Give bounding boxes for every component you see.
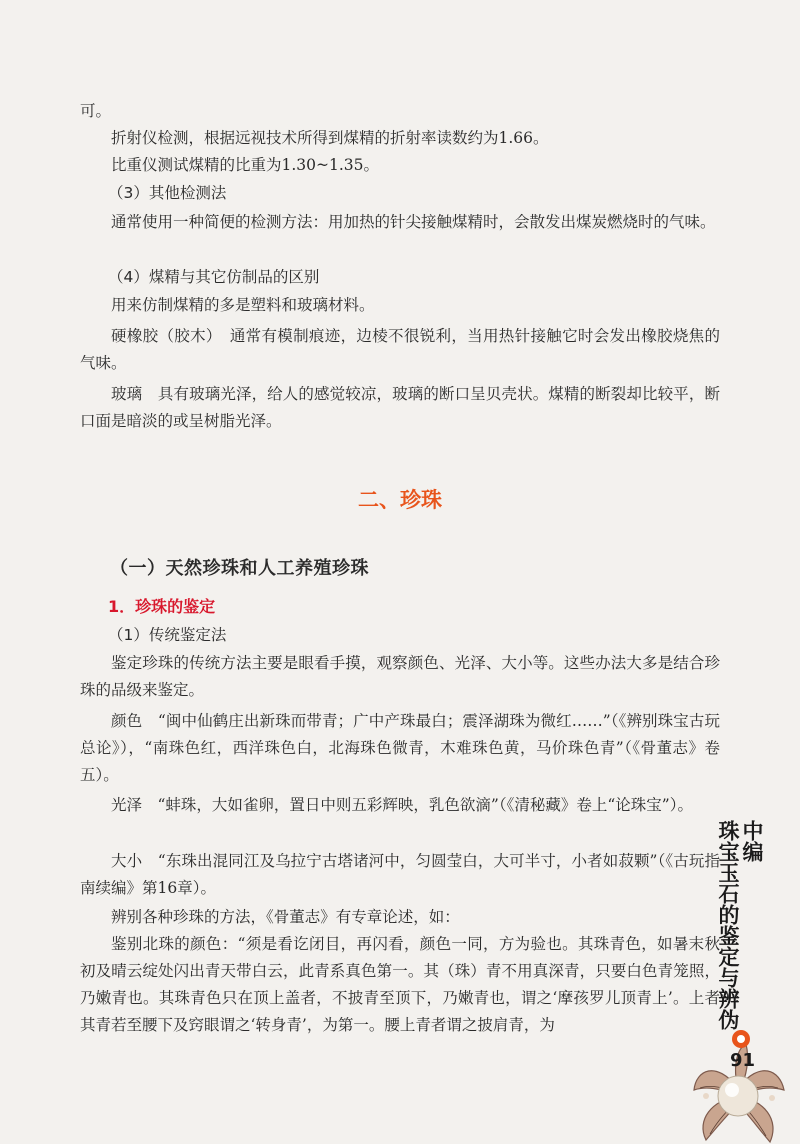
heading-other-methods: （3）其他检测法: [108, 184, 227, 202]
paragraph-methods: 辨别各种珍珠的方法，《骨董志》有专章论述，如：: [111, 908, 460, 926]
sub-section-title: （一）天然珍珠和人工养殖珍珠: [110, 558, 369, 579]
section-title: 二、珍珠: [358, 488, 442, 512]
paragraph-other-method: 通常使用一种简便的检测方法：用加热的针尖接触煤精时，会散发出煤炭燃烧时的气味。: [111, 213, 716, 231]
text-line-ke: 可。: [80, 102, 112, 120]
paragraph-specific-gravity: 比重仪测试煤精的比重为1.30~1.35。: [111, 156, 380, 174]
heading-traditional-method: （1）传统鉴定法: [108, 626, 227, 644]
paragraph-north-pearl: 鉴别北珠的颜色：“须是看讫闭目，再闪看，颜色一同，方为验也。其珠青色，如暑末秋初及晴云绽处闪出青天带白云，此青系真色第一。其（珠）青不用真深青，只要白色青笼照，乃嫩青也。其珠青色只在顶上盖者，不披青至顶下，乃嫩青也，谓之‘摩孩罗儿顶青上’。上者其青若至腰下及窍眼谓之‘转身青’，为第一。腰上青者谓之披肩青，为: [80, 935, 720, 1034]
topic-title: 1．珍珠的鉴定: [108, 597, 216, 616]
paragraph-traditional: 鉴定珍珠的传统方法主要是眼看手摸，观察颜色、光泽、大小等。这些办法大多是结合珍珠的品级来鉴定。: [80, 654, 720, 699]
paragraph-size: 大小 “东珠出混同江及乌拉宁古塔诸河中，匀圆莹白，大可半寸，小者如菽颗”（《古玩指南续编》第16章）。: [80, 852, 720, 897]
sidebar-book-title: 珠宝玉石的鉴定与辨伪: [716, 820, 741, 1030]
sidebar-part-label: 中编: [740, 820, 765, 862]
paragraph-glass: 玻璃 具有玻璃光泽，给人的感觉较凉，玻璃的断口呈贝壳状。煤精的断裂却比较平，断口面是暗淡的或呈树脂光泽。: [80, 385, 720, 430]
sidebar-running-title: [716, 820, 765, 1030]
paragraph-luster: 光泽 “蚌珠，大如雀卵，置日中则五彩辉映，乳色欲滴”（《清秘藏》卷上“论珠宝”）。: [111, 796, 693, 814]
heading-imitation-difference: （4）煤精与其它仿制品的区别: [108, 268, 320, 286]
paragraph-refractometer: 折射仪检测，根据远视技术所得到煤精的折射率读数约为1.66。: [111, 129, 549, 147]
paragraph-hard-rubber: 硬橡胶（胶木） 通常有模制痕迹，边棱不很锐利，当用热针接触它时会发出橡胶烧焦的气味。: [80, 327, 720, 372]
page-number-bullet-icon: [732, 1030, 750, 1048]
paragraph-color: 颜色 “闽中仙鹤庄出新珠而带青；广中产珠最白；震泽湖珠为微红……”（《辨别珠宝古玩总论》），“南珠色红，西洋珠色白，北海珠色微青，木难珠色黄，马价珠色青”（《骨董志》卷五）。: [80, 712, 720, 784]
page-number: 91: [730, 1050, 756, 1071]
paragraph-imitation-materials: 用来仿制煤精的多是塑料和玻璃材料。: [111, 296, 375, 314]
